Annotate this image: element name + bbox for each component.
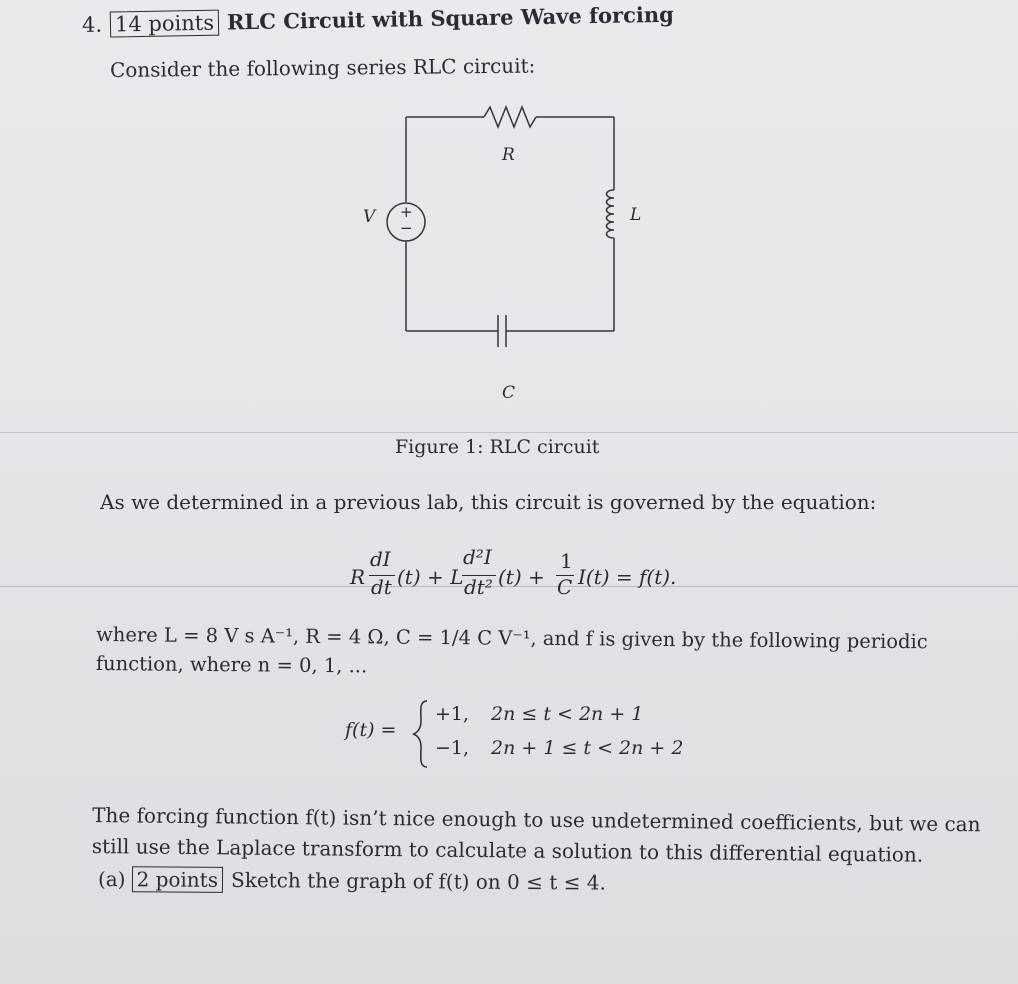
case1-value: +1,: [435, 703, 470, 725]
resistor-icon: [484, 107, 536, 127]
source-plus-sign: +: [400, 203, 413, 221]
piecewise-function: [345, 695, 725, 775]
part-a-text: Sketch the graph of f(t) on 0 ≤ t ≤ 4.: [230, 867, 606, 895]
eq-dI: dI: [370, 547, 391, 571]
part-a: [98, 866, 606, 896]
case2-condition: 2n + 1 ≤ t < 2n + 2: [491, 737, 684, 759]
parameters-line-2: function, where n = 0, 1, ...: [95, 651, 368, 678]
capacitor-label: C: [502, 383, 516, 403]
source-label: V: [363, 207, 376, 227]
problem-title: RLC Circuit with Square Wave forcing: [226, 1, 675, 35]
rlc-circuit-diagram: [340, 95, 670, 415]
intro-text: Consider the following series RLC circuit:: [109, 53, 536, 82]
problem-points-box: 14 points: [110, 10, 219, 38]
eq-dt: dt: [371, 575, 392, 599]
paper-fold-line: [0, 432, 1018, 433]
resistor-label: R: [502, 145, 515, 165]
parameters-line-1: where L = 8 V s A⁻¹, R = 4 Ω, C = 1/4 C V⁻¹, and f is given by the following periodic: [96, 623, 928, 654]
eq-term2: (t) +: [498, 565, 545, 589]
part-a-points-box: 2 points: [131, 866, 223, 893]
paragraph-forcing-function: [92, 800, 993, 871]
paragraph-governing-equation: As we determined in a previous lab, this circuit is governed by the equation:: [100, 490, 877, 514]
problem-number: 4.: [81, 12, 103, 37]
problem-header: [82, 2, 674, 38]
eq-rhs: I(t) = f(t).: [578, 565, 677, 589]
part-a-label: (a): [97, 867, 126, 892]
eq-one: 1: [560, 549, 573, 573]
paragraph-parameters: [96, 620, 976, 686]
case2-value: −1,: [435, 737, 470, 759]
differential-equation: [350, 545, 770, 605]
eq-R: R: [350, 565, 366, 589]
circuit-svg: [340, 95, 670, 415]
curly-brace-icon: [411, 699, 431, 769]
figure-caption: Figure 1: RLC circuit: [395, 436, 600, 458]
forcing-line-1: The forcing function f(t) isn’t nice enough to use undetermined coefficients, but we can: [92, 803, 981, 837]
source-minus-sign: −: [400, 219, 413, 237]
forcing-line-2: still use the Laplace transform to calculate a solution to this differential equation.: [91, 833, 924, 867]
inductor-icon: [607, 190, 615, 238]
eq-d2I: d²I: [463, 545, 492, 569]
eq-term1: (t) + L: [397, 565, 464, 589]
eq-dt2: dt²: [464, 575, 493, 599]
case1-condition: 2n ≤ t < 2n + 1: [491, 703, 644, 725]
piecewise-lhs: f(t) =: [345, 719, 397, 741]
inductor-label: L: [630, 205, 642, 225]
eq-C: C: [557, 575, 573, 599]
